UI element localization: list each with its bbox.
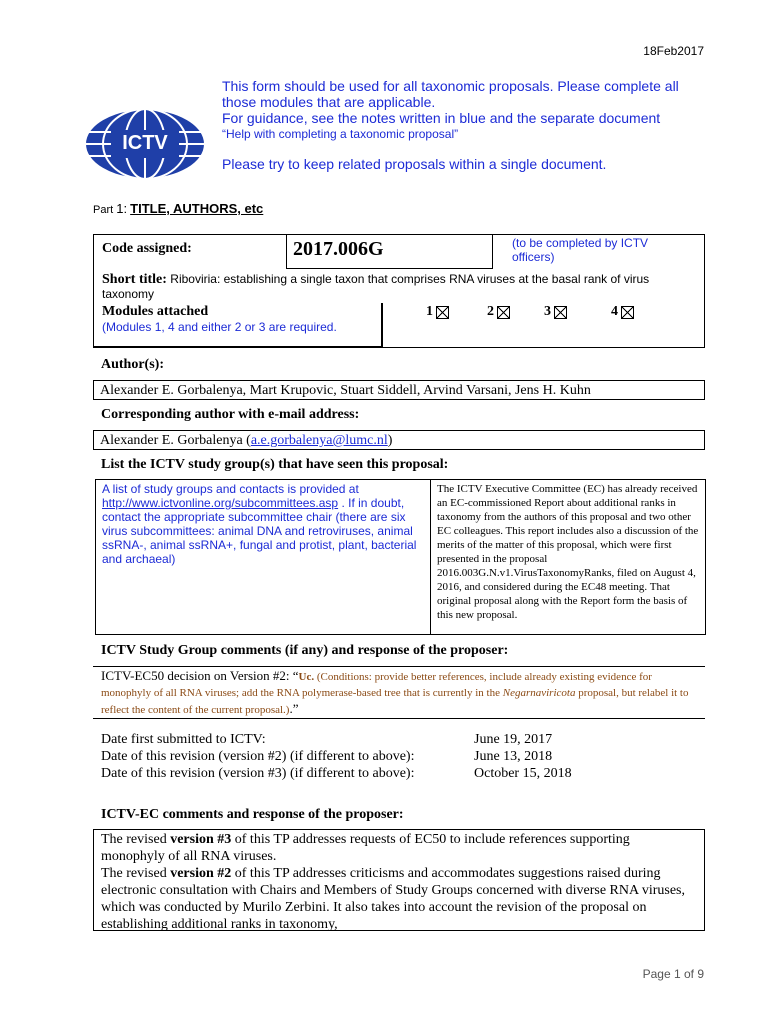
date-label: Date of this revision (version #2) (if different to above): [101, 749, 415, 764]
modules-note: (Modules 1, 4 and either 2 or 3 are required. [102, 320, 337, 334]
ec-comments-heading: ICTV-EC comments and response of the proposer: [101, 807, 404, 822]
ec50-body-2: proposal, but relabel it to reflect the content of the current proposal.) [101, 687, 689, 716]
corresponding-field [93, 430, 705, 450]
code-note: (to be completed by ICTV officers) [512, 236, 649, 264]
date-row [101, 748, 572, 765]
checkbox-checked-icon[interactable] [436, 306, 449, 319]
checkbox-checked-icon[interactable] [621, 306, 634, 319]
code-box [93, 234, 705, 348]
ec50-lead: ICTV-EC50 decision on Version #2: “ [101, 668, 299, 683]
ec50-uc: Uc. [298, 671, 315, 683]
module-number: 3 [544, 304, 551, 319]
instruction-line-1: This form should be used for all taxonomic proposals. Please complete all those modules that are applicable. [222, 78, 679, 110]
part-prefix: Part [93, 204, 114, 216]
module-3 [544, 304, 567, 320]
short-title-label: Short title: [102, 272, 167, 287]
module-2 [487, 304, 510, 320]
module-number: 4 [611, 304, 618, 319]
divider [381, 303, 383, 347]
code-value: 2017.006G [286, 235, 493, 269]
sg-comments-heading: ICTV Study Group comments (if any) and response of the proposer: [101, 643, 509, 658]
date-label: Date of this revision (version #3) (if different to above): [101, 766, 415, 781]
version-2-label: version #2 [170, 866, 232, 881]
divider [94, 346, 383, 348]
ec50-italic: Negarnaviricota [502, 687, 576, 699]
instruction-line-3: “Help with completing a taxonomic proposal” [222, 127, 459, 141]
part-number: 1: [116, 201, 128, 216]
authors-field: Alexander E. Gorbalenya, Mart Krupovic, Stuart Siddell, Arvind Varsani, Jens H. Kuhn [93, 380, 705, 400]
study-groups-response: The ICTV Executive Committee (EC) has already received an EC-commissioned Report about additional ranks in taxonomy from the authors of this proposal and two other EC colleagues. This report includes also a discussion of the merits of the matter of this proposal, which were first presented in the proposal 2016.003G.N.v1.VirusTaxonomyRanks, filed on August 4, 2016, and considered during the EC48 meeting. That original proposal along with the Report form the basis of this new proposal. [431, 479, 706, 635]
module-number: 2 [487, 304, 494, 319]
ec50-body-1: (Conditions: provide better references, include already existing evidence for monophyly of all RNA viruses; add the RNA polymerase-based tree that is currently in the [101, 671, 652, 699]
short-title-text: Riboviria: establishing a single taxon that comprises RNA viruses at the basal rank of virus taxonomy [102, 272, 650, 301]
text-run: The revised [101, 866, 171, 881]
study-groups-guidance [95, 479, 431, 635]
ec-comments-box [93, 829, 705, 931]
checkbox-checked-icon[interactable] [497, 306, 510, 319]
short-title [102, 272, 698, 301]
date-value: October 15, 2018 [474, 766, 572, 781]
date-row [101, 731, 572, 748]
ec-comment-paragraph [101, 831, 697, 865]
corresponding-heading: Corresponding author with e-mail address: [101, 407, 360, 422]
date-row [101, 765, 572, 782]
module-4 [611, 304, 634, 320]
text-run: of this TP addresses criticisms and accommodates suggestions raised during electronic consultation with Chairs and Members of Study Groups concerned with diverse RNA viruses, which was conducted by Murilo Zerbini. It also takes into account the revision of the proposal on establishing additional ranks in taxonomy, [101, 866, 685, 932]
instruction-line-2: For guidance, see the notes written in blue and the separate document [222, 110, 661, 126]
corresponding-close: ) [387, 433, 393, 448]
instruction-line-4: Please try to keep related proposals within a single document. [222, 156, 607, 172]
part-title: TITLE, AUTHORS, etc [130, 201, 264, 216]
guidance-text-2: . If in doubt, contact the appropriate subcommittee chair (there are six virus subcommittees: animal DNA and retroviruses, animal ssRNA-, animal ssRNA+, fungal and protist, plant, bacterial and archaeal) [102, 496, 417, 566]
corresponding-name: Alexander E. Gorbalenya ( [100, 433, 251, 448]
date-value: June 19, 2017 [474, 732, 553, 747]
page-number: Page 1 of 9 [642, 967, 704, 981]
authors-heading: Author(s): [101, 357, 164, 372]
date-label: Date first submitted to ICTV: [101, 732, 266, 747]
text-run: The revised [101, 832, 171, 847]
subcommittees-link[interactable]: http://www.ictvonline.org/subcommittees.asp [102, 496, 339, 510]
code-label: Code assigned: [102, 241, 192, 256]
ec-comment-paragraph [101, 865, 697, 933]
checkbox-checked-icon[interactable] [554, 306, 567, 319]
text-run: of this TP addresses requests of EC50 to include references supporting monophyly of all RNA viruses. [101, 832, 630, 864]
document-date: 18Feb2017 [643, 44, 704, 58]
logo-text: ICTV [122, 132, 168, 154]
dates-block [101, 731, 572, 782]
email-link[interactable]: a.e.gorbalenya@lumc.nl [250, 433, 388, 448]
instructions [222, 78, 712, 172]
study-groups-heading: List the ICTV study group(s) that have seen this proposal: [101, 457, 449, 472]
ec50-decision [93, 666, 705, 719]
part-heading [93, 201, 263, 216]
date-value: June 13, 2018 [474, 749, 553, 764]
version-3-label: version #3 [170, 832, 232, 847]
module-1 [426, 304, 449, 320]
modules-label: Modules attached [102, 304, 209, 319]
ictv-logo [84, 108, 206, 180]
ec50-close: .” [289, 701, 299, 716]
module-number: 1 [426, 304, 433, 319]
guidance-text-1: A list of study groups and contacts is provided at [102, 482, 359, 496]
